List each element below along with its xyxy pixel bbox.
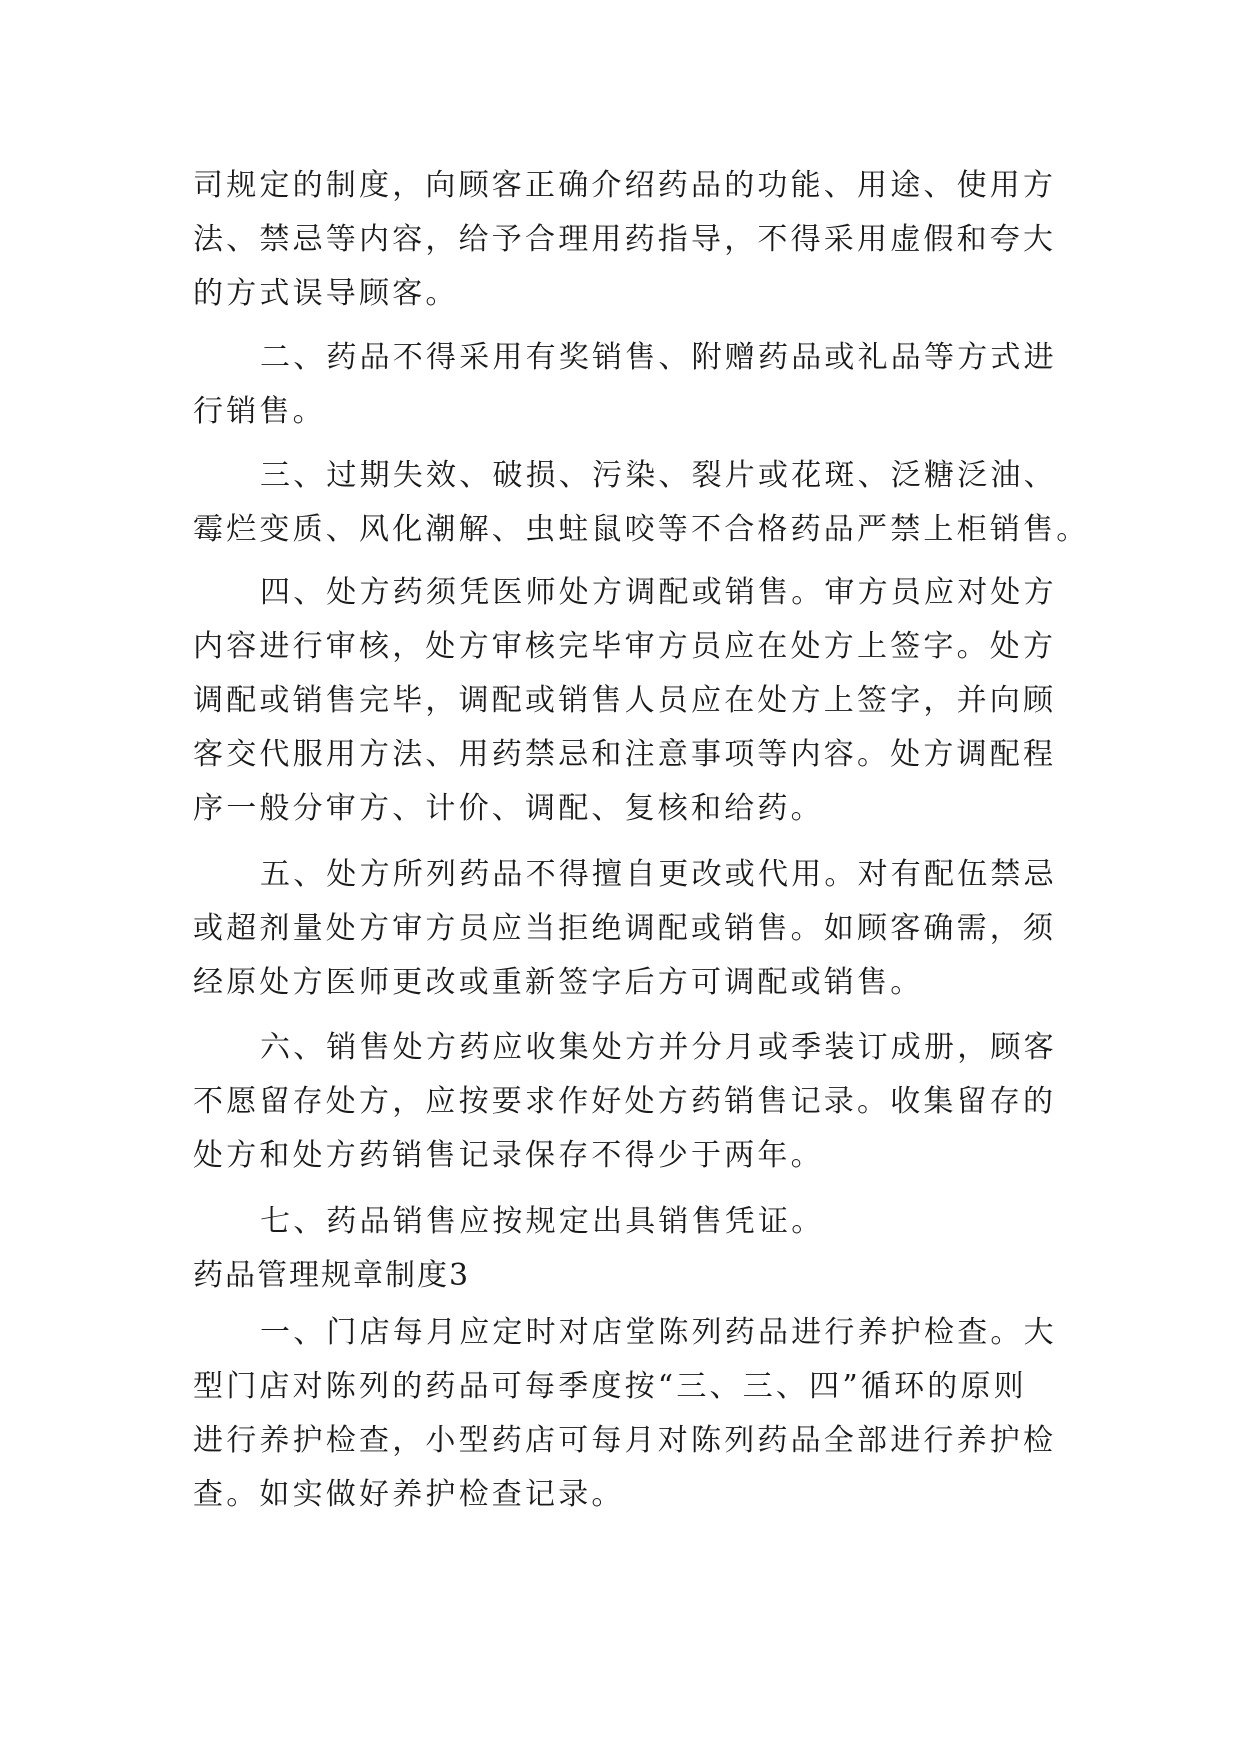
text-line: 霉烂变质、风化潮解、虫蛀鼠咬等不合格药品严禁上柜销售。 — [193, 512, 1090, 547]
text-line: 三、过期失效、破损、污染、裂片或花斑、泛糖泛油、 — [260, 458, 1057, 493]
text-line: 不愿留存处方，应按要求作好处方药销售记录。收集留存的 — [193, 1084, 1057, 1119]
text-line: 行销售。 — [193, 394, 326, 429]
section-heading: 药品管理规章制度3 — [193, 1258, 471, 1293]
text-line: 查。如实做好养护检查记录。 — [193, 1477, 625, 1512]
text-line: 四、处方药须凭医师处方调配或销售。审方员应对处方 — [260, 575, 1057, 610]
text-line: 型门店对陈列的药品可每季度按“三、三、四”循环的原则 — [193, 1369, 1027, 1404]
text-line: 处方和处方药销售记录保存不得少于两年。 — [193, 1138, 824, 1173]
text-line: 或超剂量处方审方员应当拒绝调配或销售。如顾客确需，须 — [193, 911, 1057, 946]
text-line: 法、禁忌等内容，给予合理用药指导，不得采用虚假和夸大 — [193, 222, 1057, 257]
text-line: 内容进行审核，处方审核完毕审方员应在处方上签字。处方 — [193, 629, 1057, 664]
text-line: 五、处方所列药品不得擅自更改或代用。对有配伍禁忌 — [260, 857, 1057, 892]
text-line: 二、药品不得采用有奖销售、附赠药品或礼品等方式进 — [260, 340, 1057, 375]
text-line: 经原处方医师更改或重新签字后方可调配或销售。 — [193, 965, 924, 1000]
text-line: 进行养护检查，小型药店可每月对陈列药品全部进行养护检 — [193, 1423, 1057, 1458]
text-line: 七、药品销售应按规定出具销售凭证。 — [260, 1204, 825, 1239]
text-line: 一、门店每月应定时对店堂陈列药品进行养护检查。大 — [260, 1315, 1057, 1350]
text-line: 的方式误导顾客。 — [193, 276, 459, 311]
text-line: 客交代服用方法、用药禁忌和注意事项等内容。处方调配程 — [193, 737, 1057, 772]
text-line: 调配或销售完毕，调配或销售人员应在处方上签字，并向顾 — [193, 683, 1057, 718]
text-line: 序一般分审方、计价、调配、复核和给药。 — [193, 791, 824, 826]
text-line: 司规定的制度，向顾客正确介绍药品的功能、用途、使用方 — [193, 168, 1057, 203]
text-line: 六、销售处方药应收集处方并分月或季装订成册，顾客 — [260, 1030, 1057, 1065]
